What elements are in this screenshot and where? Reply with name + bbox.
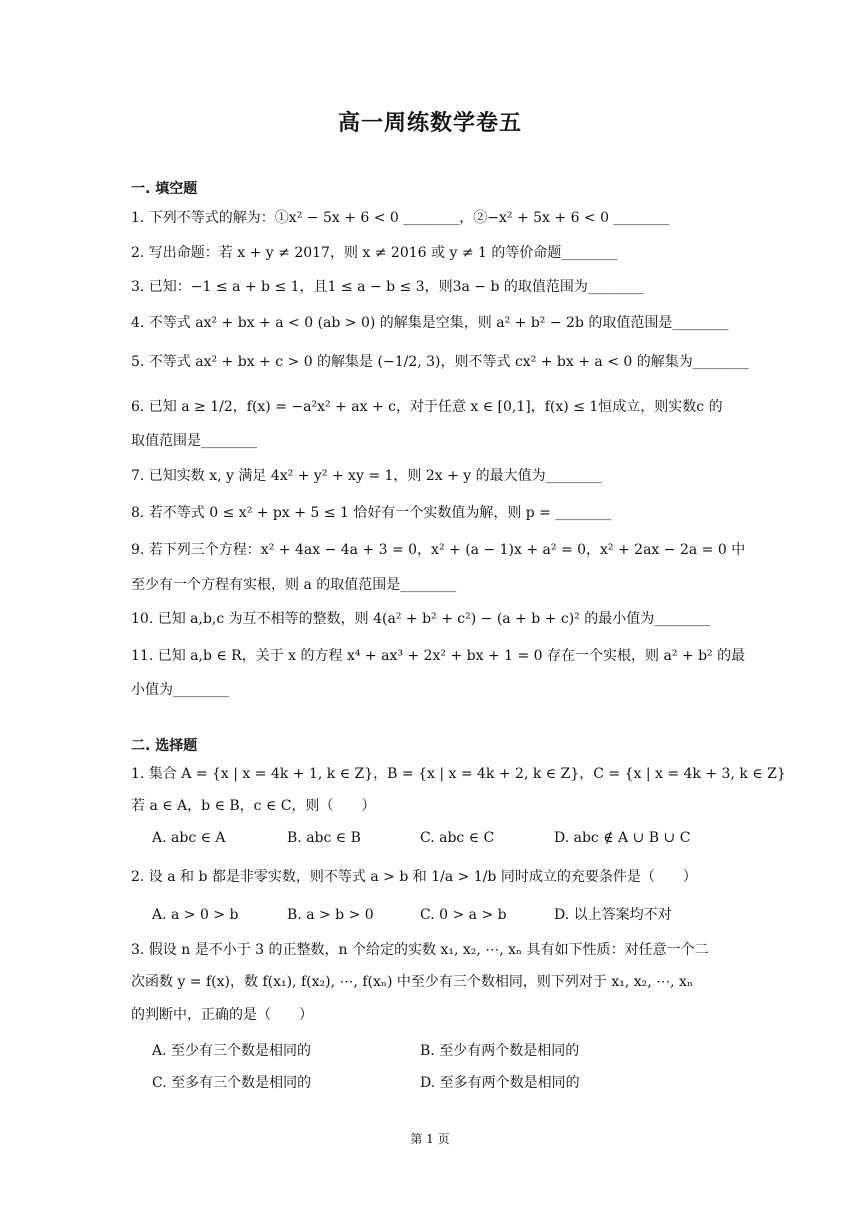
choice-1-option-a: A. abc ∈ A xyxy=(152,830,226,846)
fill-question-10: 10. 已知 a,b,c 为互不相等的整数，则 4(a² + b² + c²) − (a + b + c)² 的最小值为________ xyxy=(131,611,711,627)
fill-question-1: 1. 下列不等式的解为：①x² − 5x + 6 < 0 ________，②−x² + 5x + 6 < 0 ________ xyxy=(131,210,670,226)
fill-question-4: 4. 不等式 ax² + bx + a < 0 (ab > 0) 的解集是空集，则 a² + b² − 2b 的取值范围是________ xyxy=(131,315,729,331)
choice-3-option-c: C. 至多有三个数是相同的 xyxy=(152,1075,312,1091)
choice-2-option-a: A. a > 0 > b xyxy=(152,907,239,923)
fill-question-5: 5. 不等式 ax² + bx + c > 0 的解集是 (−1/2, 3)，则不等式 cx² + bx + a < 0 的解集为________ xyxy=(131,354,749,370)
section-fill-in-heading: 一. 填空题 xyxy=(131,181,198,197)
choice-2-option-b: B. a > b > 0 xyxy=(287,907,374,923)
fill-question-8: 8. 若不等式 0 ≤ x² + px + 5 ≤ 1 恰好有一个实数值为解，则 p = ________ xyxy=(131,505,612,521)
fill-question-11: 11. 已知 a,b ∈ R，关于 x 的方程 x⁴ + ax³ + 2x² + bx + 1 = 0 存在一个实根，则 a² + b² 的最 xyxy=(131,648,746,664)
choice-2-option-d: D. 以上答案均不对 xyxy=(554,907,672,923)
choice-3-option-b: B. 至少有两个数是相同的 xyxy=(420,1043,580,1059)
choice-3-option-d: D. 至多有两个数是相同的 xyxy=(420,1075,580,1091)
choice-question-3-cont-2: 的判断中，正确的是（ ） xyxy=(131,1007,313,1023)
choice-1-option-b: B. abc ∈ B xyxy=(287,830,361,846)
choice-2-option-c: C. 0 > a > b xyxy=(420,907,507,923)
choice-question-1-cont: 若 a ∈ A，b ∈ B，c ∈ C，则（ ） xyxy=(131,798,376,814)
fill-question-2: 2. 写出命题：若 x + y ≠ 2017，则 x ≠ 2016 或 y ≠ 1 的等价命题________ xyxy=(131,245,618,261)
section-choice-heading: 二. 选择题 xyxy=(131,738,198,754)
choice-question-1: 1. 集合 A = {x | x = 4k + 1, k ∈ Z}，B = {x | x = 4k + 2, k ∈ Z}，C = {x | x = 4k + 3, k ∈ Z} xyxy=(131,766,786,782)
choice-1-option-c: C. abc ∈ C xyxy=(420,830,495,846)
choice-question-3-cont-1: 次函数 y = f(x)，数 f(x₁), f(x₂), ⋯, f(xₙ) 中至少有三个数相同，则下列对于 x₁, x₂, ⋯, xₙ xyxy=(131,974,693,990)
fill-question-7: 7. 已知实数 x, y 满足 4x² + y² + xy = 1，则 2x + y 的最大值为________ xyxy=(131,468,602,484)
fill-question-11-cont: 小值为________ xyxy=(131,682,229,698)
fill-question-9: 9. 若下列三个方程：x² + 4ax − 4a + 3 = 0，x² + (a − 1)x + a² = 0，x² + 2ax − 2a = 0 中 xyxy=(131,542,746,558)
choice-3-option-a: A. 至少有三个数是相同的 xyxy=(152,1043,312,1059)
choice-question-2: 2. 设 a 和 b 都是非零实数，则不等式 a > b 和 1/a > 1/b 同时成立的充要条件是（ ） xyxy=(131,869,697,885)
fill-question-6-cont: 取值范围是________ xyxy=(131,433,257,449)
fill-question-9-cont: 至少有一个方程有实根，则 a 的取值范围是________ xyxy=(131,577,457,593)
page-title: 高一周练数学卷五 xyxy=(337,111,522,136)
choice-1-option-d: D. abc ∉ A ∪ B ∪ C xyxy=(554,830,691,846)
page-footer: 第 1 页 xyxy=(410,1132,450,1146)
fill-question-3: 3. 已知：−1 ≤ a + b ≤ 1，且1 ≤ a − b ≤ 3，则3a − b 的取值范围为________ xyxy=(131,279,644,295)
choice-question-3: 3. 假设 n 是不小于 3 的正整数，n 个给定的实数 x₁, x₂, ⋯, xₙ 具有如下性质：对任意一个二 xyxy=(131,942,709,958)
fill-question-6: 6. 已知 a ≥ 1/2，f(x) = −a²x² + ax + c，对于任意 x ∈ [0,1]，f(x) ≤ 1恒成立，则实数c 的 xyxy=(131,399,723,415)
